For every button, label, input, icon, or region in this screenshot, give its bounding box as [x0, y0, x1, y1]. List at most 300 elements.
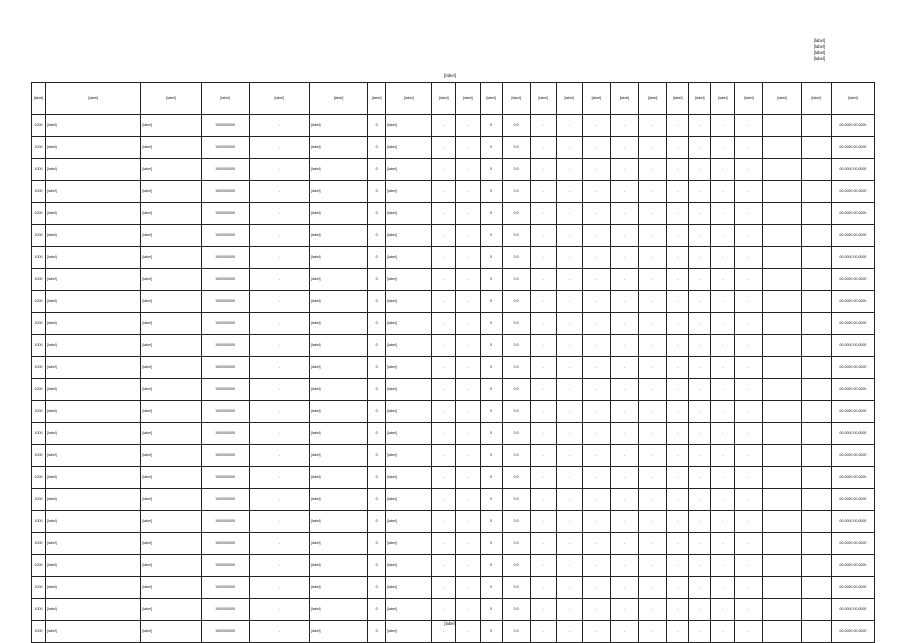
- cell-t4: -: [610, 577, 638, 599]
- cell-legal: -: [249, 203, 309, 225]
- cell-inn: 1000000000: [201, 313, 249, 335]
- cell-t5: -: [639, 599, 667, 621]
- cell-surface: [label]: [386, 247, 432, 269]
- cell-n: 1000: [32, 445, 46, 467]
- cell-t6: -: [667, 577, 689, 599]
- cell-address: [label]: [46, 511, 141, 533]
- column-header: [label]: [502, 83, 530, 115]
- cell-t4: -: [610, 423, 638, 445]
- cell-surface: [label]: [386, 511, 432, 533]
- table-row: [32, 511, 875, 533]
- cell-t1: -: [530, 225, 556, 247]
- cell-inn: 1000000000: [201, 577, 249, 599]
- cell-k: 0: [480, 467, 502, 489]
- cell-k: 0: [480, 577, 502, 599]
- cell-address: [label]: [46, 577, 141, 599]
- cell-t7: -: [689, 313, 711, 335]
- cell-t9: -: [735, 599, 763, 621]
- cell-n: 1000: [32, 621, 46, 643]
- cell-t1: -: [530, 599, 556, 621]
- cell-surface: [label]: [386, 467, 432, 489]
- cell-org: [label]: [141, 379, 201, 401]
- column-header: [label]: [432, 83, 456, 115]
- column-header: [label]: [801, 83, 831, 115]
- cell-t7: -: [689, 467, 711, 489]
- cell-surface: [label]: [386, 335, 432, 357]
- cell-inn: 1000000000: [201, 423, 249, 445]
- empty-cell: [763, 159, 801, 181]
- cell-m2: -: [456, 137, 480, 159]
- cell-t1: -: [530, 423, 556, 445]
- cell-org: [label]: [141, 291, 201, 313]
- cell-inn: 1000000000: [201, 247, 249, 269]
- cell-n: 1000: [32, 555, 46, 577]
- cell-t4: -: [610, 621, 638, 643]
- cell-k: 0: [480, 621, 502, 643]
- cell-t1: -: [530, 621, 556, 643]
- empty-cell: [763, 225, 801, 247]
- empty-cell: [763, 181, 801, 203]
- cell-n: 1000: [32, 467, 46, 489]
- empty-cell: [801, 115, 831, 137]
- cell-t6: -: [667, 555, 689, 577]
- cell-fact: [label]: [309, 247, 367, 269]
- cell-t2: -: [556, 313, 582, 335]
- cell-fact: [label]: [309, 335, 367, 357]
- cell-t2: -: [556, 401, 582, 423]
- table-row: [32, 203, 875, 225]
- cell-surface: [label]: [386, 555, 432, 577]
- cell-cnt: 0: [368, 467, 386, 489]
- cell-fact: [label]: [309, 313, 367, 335]
- column-header: [label]: [480, 83, 502, 115]
- cell-t8: -: [711, 159, 735, 181]
- cell-coords: 00.0000 00.0000: [831, 247, 874, 269]
- cell-inn: 1000000000: [201, 511, 249, 533]
- cell-t1: -: [530, 269, 556, 291]
- cell-m1: -: [432, 489, 456, 511]
- cell-k: 0: [480, 335, 502, 357]
- cell-t2: -: [556, 533, 582, 555]
- cell-inn: 1000000000: [201, 181, 249, 203]
- cell-inn: 1000000000: [201, 137, 249, 159]
- cell-t9: -: [735, 159, 763, 181]
- cell-t8: -: [711, 313, 735, 335]
- cell-m1: -: [432, 225, 456, 247]
- cell-t3: -: [582, 203, 610, 225]
- cell-t7: -: [689, 401, 711, 423]
- cell-cnt: 0: [368, 181, 386, 203]
- cell-t5: -: [639, 445, 667, 467]
- cell-k: 0: [480, 489, 502, 511]
- cell-t9: -: [735, 137, 763, 159]
- cell-legal: -: [249, 137, 309, 159]
- cell-k: 0: [480, 115, 502, 137]
- cell-coords: 00.0000 00.0000: [831, 137, 874, 159]
- cell-t5: -: [639, 577, 667, 599]
- cell-m2: -: [456, 269, 480, 291]
- empty-cell: [763, 269, 801, 291]
- empty-cell: [763, 137, 801, 159]
- cell-t4: -: [610, 379, 638, 401]
- cell-inn: 1000000000: [201, 357, 249, 379]
- cell-t6: -: [667, 533, 689, 555]
- empty-cell: [763, 489, 801, 511]
- cell-k: 0: [480, 423, 502, 445]
- cell-t9: -: [735, 511, 763, 533]
- table-row: [32, 577, 875, 599]
- cell-t8: -: [711, 467, 735, 489]
- cell-fact: [label]: [309, 357, 367, 379]
- cell-t6: -: [667, 313, 689, 335]
- cell-m1: -: [432, 115, 456, 137]
- cell-inn: 1000000000: [201, 489, 249, 511]
- cell-n: 1000: [32, 511, 46, 533]
- column-header: [label]: [735, 83, 763, 115]
- cell-coords: 00.0000 00.0000: [831, 489, 874, 511]
- cell-m1: -: [432, 401, 456, 423]
- cell-v: 0.0: [502, 379, 530, 401]
- empty-cell: [763, 555, 801, 577]
- cell-t6: -: [667, 225, 689, 247]
- cell-coords: 00.0000 00.0000: [831, 115, 874, 137]
- cell-t1: -: [530, 335, 556, 357]
- cell-cnt: 0: [368, 291, 386, 313]
- cell-v: 0.0: [502, 247, 530, 269]
- cell-t7: -: [689, 203, 711, 225]
- cell-fact: [label]: [309, 291, 367, 313]
- cell-k: 0: [480, 225, 502, 247]
- table-row: [32, 467, 875, 489]
- column-header: [label]: [763, 83, 801, 115]
- cell-t1: -: [530, 379, 556, 401]
- cell-t5: -: [639, 181, 667, 203]
- cell-address: [label]: [46, 379, 141, 401]
- cell-t5: -: [639, 379, 667, 401]
- appendix-line: [label]: [813, 50, 825, 55]
- cell-fact: [label]: [309, 203, 367, 225]
- table-row: [32, 181, 875, 203]
- column-header: [label]: [249, 83, 309, 115]
- column-header: [label]: [46, 83, 141, 115]
- cell-t5: -: [639, 467, 667, 489]
- cell-legal: -: [249, 423, 309, 445]
- empty-cell: [763, 115, 801, 137]
- cell-legal: -: [249, 357, 309, 379]
- cell-m2: -: [456, 489, 480, 511]
- cell-v: 0.0: [502, 181, 530, 203]
- cell-k: 0: [480, 599, 502, 621]
- cell-t7: -: [689, 335, 711, 357]
- cell-surface: [label]: [386, 159, 432, 181]
- empty-cell: [801, 379, 831, 401]
- empty-cell: [801, 401, 831, 423]
- cell-v: 0.0: [502, 467, 530, 489]
- empty-cell: [801, 511, 831, 533]
- cell-org: [label]: [141, 181, 201, 203]
- cell-t8: -: [711, 269, 735, 291]
- cell-t9: -: [735, 445, 763, 467]
- cell-surface: [label]: [386, 181, 432, 203]
- cell-m1: -: [432, 137, 456, 159]
- cell-t9: -: [735, 115, 763, 137]
- cell-t2: -: [556, 599, 582, 621]
- cell-n: 1000: [32, 269, 46, 291]
- cell-t9: -: [735, 335, 763, 357]
- cell-cnt: 0: [368, 511, 386, 533]
- cell-t3: -: [582, 225, 610, 247]
- cell-t3: -: [582, 291, 610, 313]
- cell-t2: -: [556, 159, 582, 181]
- cell-k: 0: [480, 511, 502, 533]
- cell-t6: -: [667, 269, 689, 291]
- cell-t3: -: [582, 621, 610, 643]
- empty-cell: [801, 467, 831, 489]
- cell-t9: -: [735, 489, 763, 511]
- cell-legal: -: [249, 269, 309, 291]
- cell-inn: 1000000000: [201, 445, 249, 467]
- cell-legal: -: [249, 401, 309, 423]
- empty-cell: [763, 313, 801, 335]
- cell-t9: -: [735, 203, 763, 225]
- cell-org: [label]: [141, 423, 201, 445]
- cell-t9: -: [735, 269, 763, 291]
- cell-t2: -: [556, 577, 582, 599]
- empty-cell: [763, 203, 801, 225]
- table-row: [32, 137, 875, 159]
- cell-t1: -: [530, 313, 556, 335]
- cell-coords: 00.0000 00.0000: [831, 621, 874, 643]
- cell-coords: 00.0000 00.0000: [831, 357, 874, 379]
- cell-org: [label]: [141, 115, 201, 137]
- cell-t5: -: [639, 137, 667, 159]
- cell-legal: -: [249, 489, 309, 511]
- cell-v: 0.0: [502, 313, 530, 335]
- cell-t2: -: [556, 511, 582, 533]
- column-header: [label]: [711, 83, 735, 115]
- cell-k: 0: [480, 313, 502, 335]
- cell-t2: -: [556, 247, 582, 269]
- cell-t5: -: [639, 335, 667, 357]
- cell-n: 1000: [32, 203, 46, 225]
- cell-org: [label]: [141, 555, 201, 577]
- cell-m1: -: [432, 445, 456, 467]
- cell-coords: 00.0000 00.0000: [831, 269, 874, 291]
- column-header: [label]: [831, 83, 874, 115]
- empty-cell: [763, 445, 801, 467]
- empty-cell: [763, 335, 801, 357]
- cell-n: 1000: [32, 291, 46, 313]
- cell-t6: -: [667, 181, 689, 203]
- cell-t4: -: [610, 313, 638, 335]
- cell-t6: -: [667, 159, 689, 181]
- cell-t3: -: [582, 599, 610, 621]
- cell-address: [label]: [46, 555, 141, 577]
- cell-t8: -: [711, 379, 735, 401]
- cell-t1: -: [530, 247, 556, 269]
- table-body: [32, 115, 875, 643]
- table-row: [32, 489, 875, 511]
- cell-t2: -: [556, 621, 582, 643]
- cell-n: 1000: [32, 181, 46, 203]
- table-header-row: [32, 83, 875, 115]
- column-header: [label]: [556, 83, 582, 115]
- cell-m1: -: [432, 511, 456, 533]
- empty-cell: [763, 511, 801, 533]
- cell-m2: -: [456, 511, 480, 533]
- cell-v: 0.0: [502, 357, 530, 379]
- cell-t1: -: [530, 181, 556, 203]
- cell-t4: -: [610, 599, 638, 621]
- cell-t3: -: [582, 533, 610, 555]
- cell-t8: -: [711, 621, 735, 643]
- cell-n: 1000: [32, 577, 46, 599]
- cell-legal: -: [249, 247, 309, 269]
- cell-t4: -: [610, 225, 638, 247]
- cell-n: 1000: [32, 401, 46, 423]
- cell-n: 1000: [32, 357, 46, 379]
- cell-legal: -: [249, 555, 309, 577]
- cell-t6: -: [667, 335, 689, 357]
- cell-cnt: 0: [368, 379, 386, 401]
- cell-address: [label]: [46, 335, 141, 357]
- cell-t3: -: [582, 555, 610, 577]
- table-row: [32, 225, 875, 247]
- empty-cell: [801, 533, 831, 555]
- table-row: [32, 269, 875, 291]
- cell-t2: -: [556, 291, 582, 313]
- cell-t1: -: [530, 489, 556, 511]
- cell-t8: -: [711, 533, 735, 555]
- cell-t5: -: [639, 115, 667, 137]
- cell-t2: -: [556, 225, 582, 247]
- cell-t3: -: [582, 577, 610, 599]
- cell-coords: 00.0000 00.0000: [831, 379, 874, 401]
- cell-t8: -: [711, 357, 735, 379]
- empty-cell: [801, 577, 831, 599]
- cell-t5: -: [639, 269, 667, 291]
- cell-m2: -: [456, 379, 480, 401]
- table-row: [32, 115, 875, 137]
- cell-t6: -: [667, 357, 689, 379]
- cell-coords: 00.0000 00.0000: [831, 599, 874, 621]
- cell-t5: -: [639, 489, 667, 511]
- cell-org: [label]: [141, 335, 201, 357]
- cell-t9: -: [735, 225, 763, 247]
- empty-cell: [763, 357, 801, 379]
- cell-fact: [label]: [309, 269, 367, 291]
- cell-t2: -: [556, 335, 582, 357]
- cell-address: [label]: [46, 621, 141, 643]
- cell-cnt: 0: [368, 335, 386, 357]
- cell-t2: -: [556, 181, 582, 203]
- cell-org: [label]: [141, 533, 201, 555]
- cell-t1: -: [530, 511, 556, 533]
- cell-inn: 1000000000: [201, 533, 249, 555]
- cell-m2: -: [456, 445, 480, 467]
- cell-t4: -: [610, 511, 638, 533]
- cell-t6: -: [667, 599, 689, 621]
- cell-coords: 00.0000 00.0000: [831, 335, 874, 357]
- cell-t3: -: [582, 181, 610, 203]
- cell-m2: -: [456, 313, 480, 335]
- cell-t2: -: [556, 445, 582, 467]
- cell-k: 0: [480, 533, 502, 555]
- cell-t8: -: [711, 511, 735, 533]
- cell-t3: -: [582, 467, 610, 489]
- empty-cell: [801, 445, 831, 467]
- appendix-block: [585, 38, 825, 62]
- cell-legal: -: [249, 621, 309, 643]
- cell-m2: -: [456, 203, 480, 225]
- cell-t2: -: [556, 555, 582, 577]
- cell-t3: -: [582, 137, 610, 159]
- cell-t6: -: [667, 445, 689, 467]
- cell-surface: [label]: [386, 291, 432, 313]
- cell-legal: -: [249, 511, 309, 533]
- cell-t7: -: [689, 291, 711, 313]
- cell-t8: -: [711, 181, 735, 203]
- cell-v: 0.0: [502, 137, 530, 159]
- cell-t6: -: [667, 115, 689, 137]
- cell-t3: -: [582, 511, 610, 533]
- cell-fact: [label]: [309, 489, 367, 511]
- cell-t4: -: [610, 445, 638, 467]
- cell-k: 0: [480, 247, 502, 269]
- cell-k: 0: [480, 269, 502, 291]
- cell-coords: 00.0000 00.0000: [831, 313, 874, 335]
- cell-m2: -: [456, 225, 480, 247]
- cell-t1: -: [530, 357, 556, 379]
- column-header: [label]: [201, 83, 249, 115]
- cell-t6: -: [667, 511, 689, 533]
- cell-surface: [label]: [386, 423, 432, 445]
- column-header: [label]: [530, 83, 556, 115]
- empty-cell: [801, 335, 831, 357]
- cell-t8: -: [711, 335, 735, 357]
- cell-m1: -: [432, 379, 456, 401]
- cell-m2: -: [456, 533, 480, 555]
- cell-t1: -: [530, 115, 556, 137]
- cell-t7: -: [689, 423, 711, 445]
- cell-address: [label]: [46, 533, 141, 555]
- cell-address: [label]: [46, 225, 141, 247]
- cell-t8: -: [711, 577, 735, 599]
- cell-t3: -: [582, 489, 610, 511]
- cell-surface: [label]: [386, 225, 432, 247]
- cell-surface: [label]: [386, 203, 432, 225]
- cell-cnt: 0: [368, 621, 386, 643]
- cell-address: [label]: [46, 423, 141, 445]
- cell-coords: 00.0000 00.0000: [831, 203, 874, 225]
- cell-t7: -: [689, 269, 711, 291]
- cell-k: 0: [480, 203, 502, 225]
- cell-v: 0.0: [502, 511, 530, 533]
- cell-t4: -: [610, 159, 638, 181]
- cell-n: 1000: [32, 137, 46, 159]
- cell-surface: [label]: [386, 313, 432, 335]
- cell-legal: -: [249, 599, 309, 621]
- cell-m2: -: [456, 291, 480, 313]
- empty-cell: [763, 291, 801, 313]
- table-row: [32, 401, 875, 423]
- cell-legal: -: [249, 181, 309, 203]
- cell-n: 1000: [32, 489, 46, 511]
- cell-t9: -: [735, 555, 763, 577]
- cell-t2: -: [556, 379, 582, 401]
- cell-t4: -: [610, 269, 638, 291]
- cell-t9: -: [735, 247, 763, 269]
